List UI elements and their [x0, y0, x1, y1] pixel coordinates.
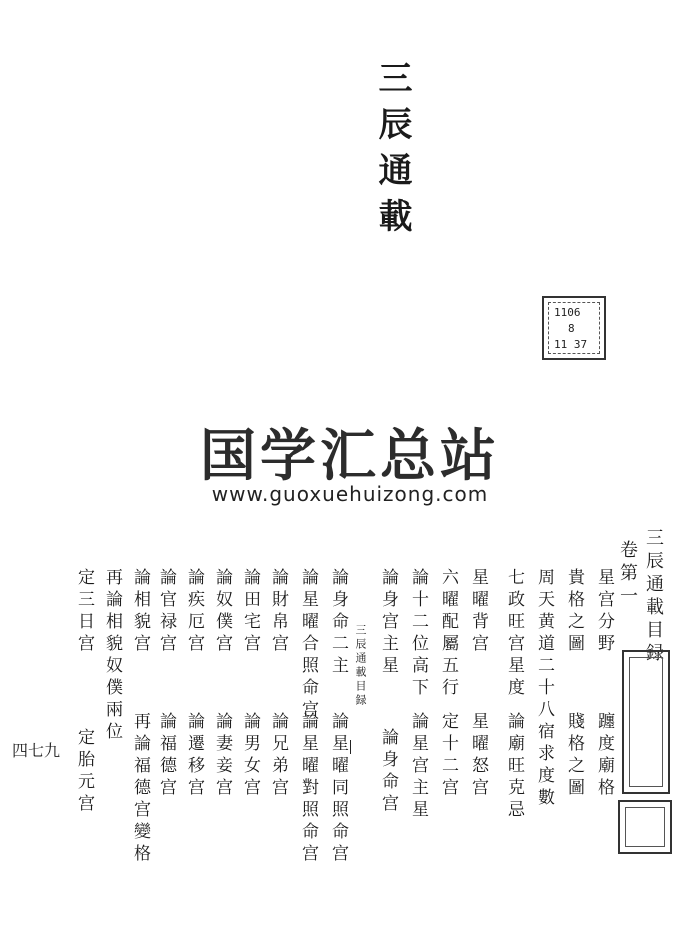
seal-stamp-large-frame	[629, 657, 663, 787]
catalog-label	[542, 296, 606, 360]
toc-entry: 論相貌宫	[130, 568, 150, 656]
toc-entry: 論兄弟宫	[268, 712, 288, 800]
running-header: 三辰通載目録	[354, 624, 367, 708]
book-title: 三辰通載	[372, 60, 412, 244]
page-number: 四七九	[12, 741, 61, 760]
toc-entry: 論星宫主星	[408, 712, 428, 822]
toc-entry: 論身命二主	[328, 568, 348, 678]
toc-entry: 六曜配屬五行	[438, 568, 458, 700]
toc-entry: 星宫分野	[594, 568, 614, 656]
toc-entry: 周天黄道二十八宿求度數	[534, 568, 554, 810]
toc-entry: 賤格之圖	[564, 712, 584, 800]
toc-entry: 論遷移宫	[184, 712, 204, 800]
toc-entry: 論星曜對照命宫	[298, 712, 318, 866]
toc-entry: 論廟旺克忌	[504, 712, 524, 822]
toc-entry: 論身命宫	[378, 728, 398, 816]
toc-entry: 再論相貌奴僕兩位	[102, 568, 122, 744]
seal-stamp-small-frame	[625, 807, 665, 847]
toc-entry: 再論福德宫變格	[130, 712, 150, 866]
toc-entry: 論田宅宫	[240, 568, 260, 656]
toc-heading: 三辰通載目録	[643, 528, 664, 666]
seal-stamp-small	[618, 800, 672, 854]
catalog-label-line3: 11 37	[554, 338, 588, 351]
seal-stamp-large	[622, 650, 670, 794]
toc-entry: 論星曜合照命宫	[298, 568, 318, 722]
watermark-title: 国学汇总站	[200, 424, 500, 489]
toc-entry: 定胎元宫	[74, 728, 94, 816]
toc-entry: 論男女宫	[240, 712, 260, 800]
toc-entry: 論奴僕宫	[212, 568, 232, 656]
toc-entry: 論星曜同照命宫	[328, 712, 348, 866]
toc-entry: 貴格之圖	[564, 568, 584, 656]
toc-entry: 定十二宫	[438, 712, 458, 800]
toc-entry: 論官禄宫	[156, 568, 176, 656]
toc-entry: 星曜怒宫	[468, 712, 488, 800]
toc-entry: 論十二位高下	[408, 568, 428, 700]
watermark-url: www.guoxuehuizong.com	[211, 482, 489, 506]
catalog-label-line2: 8	[568, 322, 575, 335]
toc-entry: 七政旺宫星度	[504, 568, 524, 700]
toc-entry: 定三日宫	[74, 568, 94, 656]
toc-entry: 星曜背宫	[468, 568, 488, 656]
toc-entry: 論妻妾宫	[212, 712, 232, 800]
toc-entry: 躔度廟格	[594, 712, 614, 800]
toc-entry: 論疾厄宫	[184, 568, 204, 656]
toc-entry: 論財帛宫	[268, 568, 288, 656]
toc-volume: 卷第一	[617, 540, 638, 609]
catalog-label-line1: 1106	[554, 306, 581, 319]
toc-entry: 論福德宫	[156, 712, 176, 800]
toc-entry: 論身宫主星	[378, 568, 398, 678]
